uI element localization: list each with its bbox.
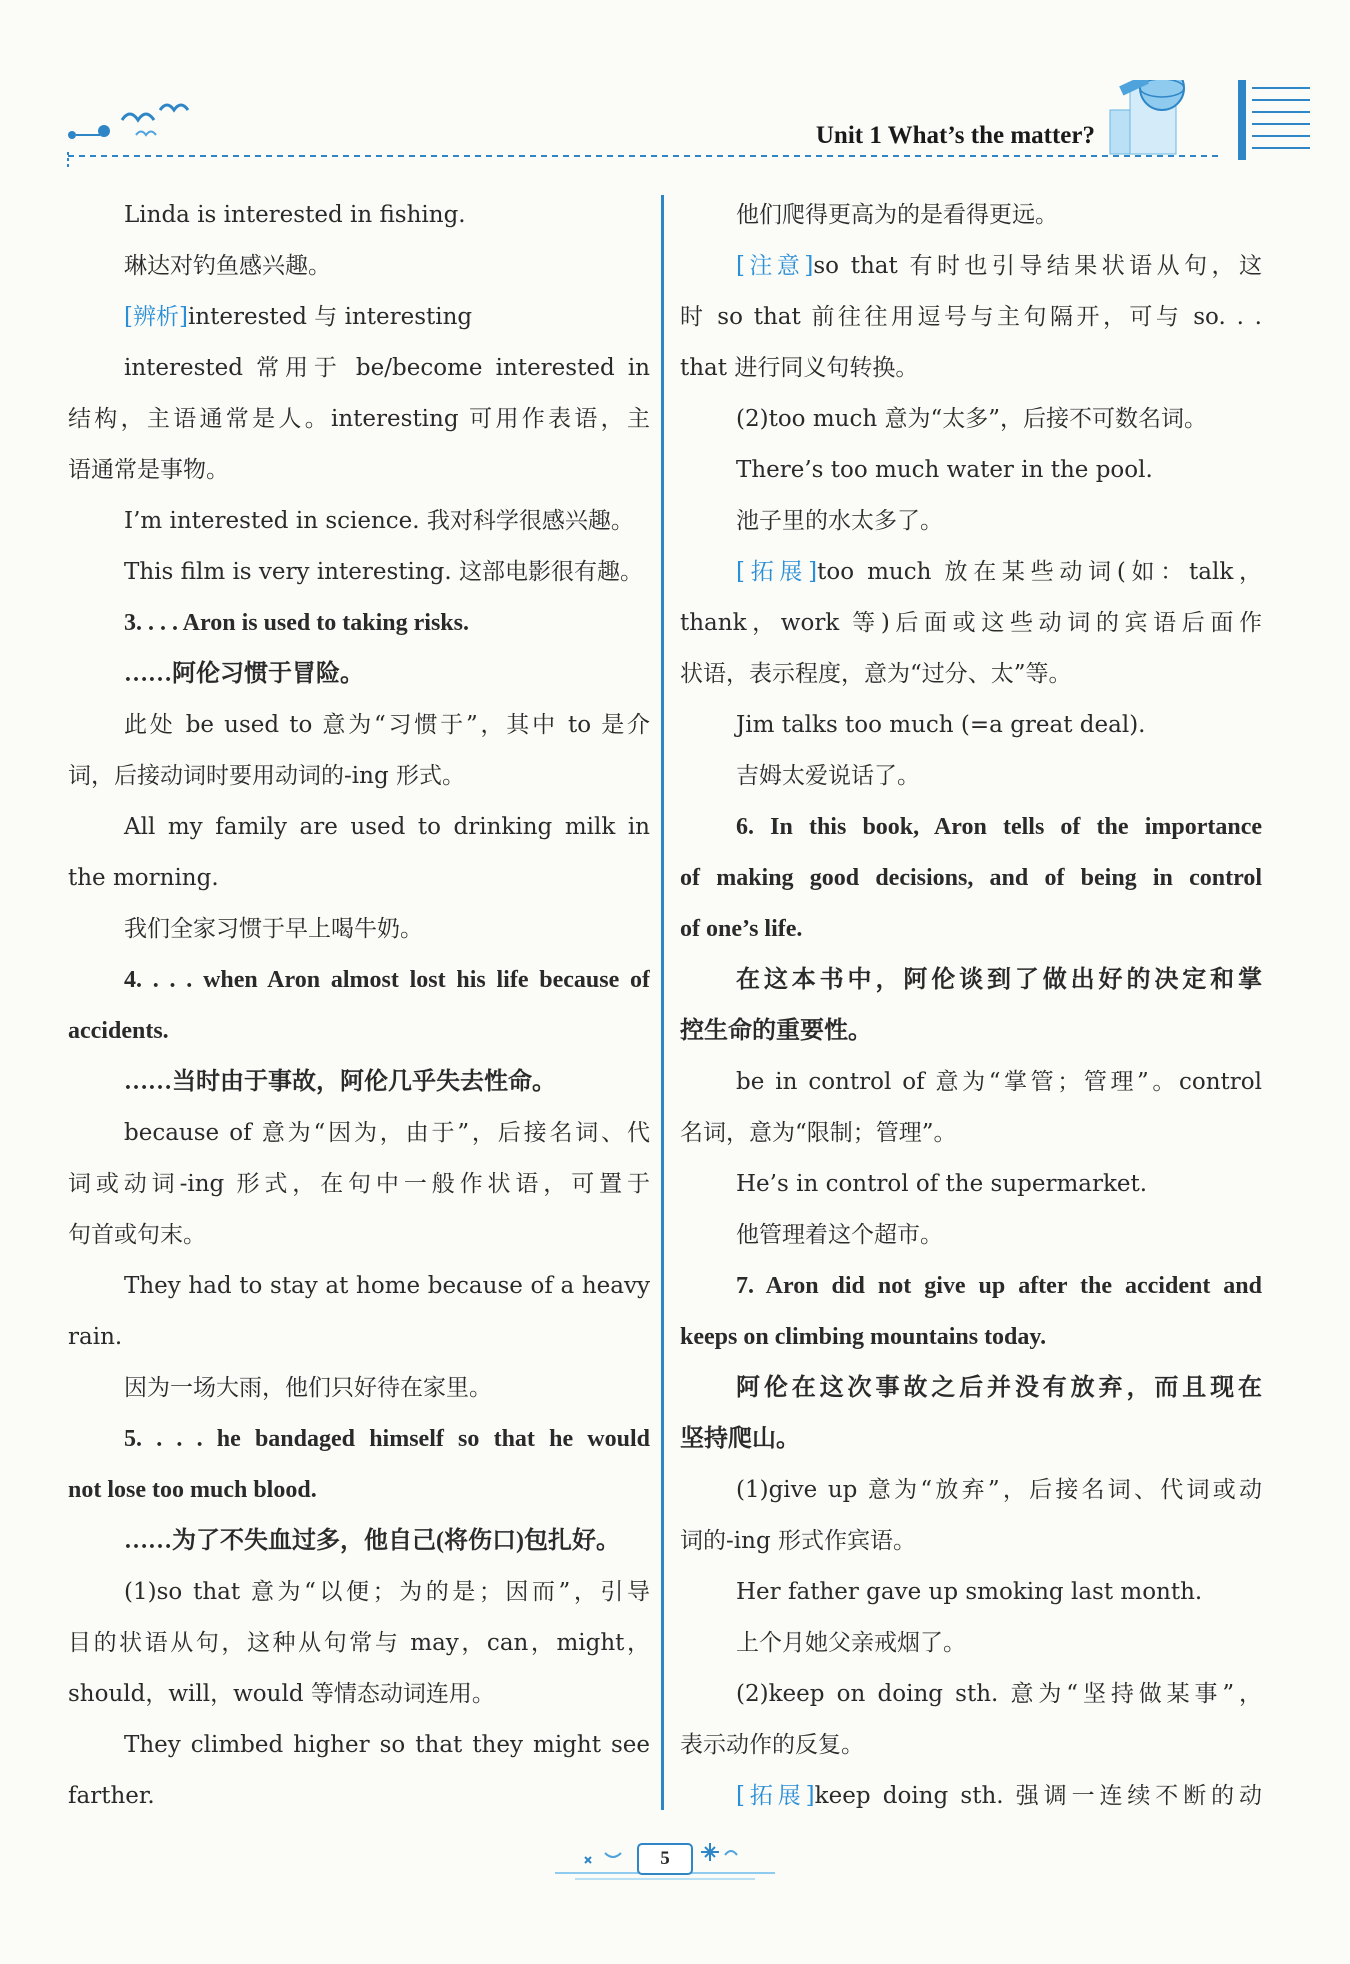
text-line [68,1006,650,1057]
line-text: Linda is interested in fishing. [124,202,466,228]
line-text: (2)keep on doing sth. 意为“坚持做某事”， [736,1681,1262,1707]
line-text: 3. . . . Aron is used to taking risks. [124,610,469,636]
text-line [680,955,1262,1006]
line-text: 5. . . . he bandaged himself so that he would [124,1426,650,1452]
text-line [680,1771,1262,1822]
text-line [68,1159,650,1210]
text-line [680,343,1262,394]
line-text: 语通常是事物。 [68,457,229,483]
page-footer [555,1835,775,1885]
line-text: ……为了不失血过多，他自己(将伤口)包扎好。 [124,1528,620,1554]
line-text: keep doing sth. 强调一连续不断的动 [814,1783,1262,1809]
line-text: interested 常用于 be/become interested in [124,355,650,381]
line-text: 词的-ing 形式作宾语。 [680,1528,916,1554]
text-line [68,751,650,802]
line-text: of one’s life. [680,916,803,942]
text-line [680,1720,1262,1771]
line-text: 上个月她父亲戒烟了。 [736,1630,966,1656]
line-text: 琳达对钓鱼感兴趣。 [124,253,331,279]
line-text: the morning. [68,865,219,891]
text-line [680,1312,1262,1363]
line-text: thank，work 等)后面或这些动词的宾语后面作 [680,610,1262,636]
text-line [680,1006,1262,1057]
text-line [68,700,650,751]
section-tag: [辨析] [124,304,188,330]
line-text: Jim talks too much (=a great deal). [736,712,1146,738]
line-text: 他们爬得更高为的是看得更远。 [736,202,1058,228]
text-line [680,1210,1262,1261]
page-header [60,80,1310,175]
line-text: 表示动作的反复。 [680,1732,864,1758]
text-line [680,802,1262,853]
line-text: because of 意为“因为，由于”，后接名词、代 [124,1120,650,1146]
text-line [680,649,1262,700]
section-tag: [拓展] [736,559,818,585]
text-line [68,292,650,343]
line-text: 因为一场大雨，他们只好待在家里。 [124,1375,492,1401]
line-text: 坚持爬山。 [680,1426,800,1452]
text-line [680,1465,1262,1516]
text-line [68,1210,650,1261]
line-text: that 进行同义句转换。 [680,355,919,381]
section-tag: [拓展] [736,1783,815,1809]
text-line [680,445,1262,496]
text-line [68,1363,650,1414]
line-text: 吉姆太爱说话了。 [736,763,920,789]
line-text: 结构，主语通常是人。interesting 可用作表语，主 [68,406,650,432]
text-line [68,598,650,649]
text-line [68,445,650,496]
line-text: They climbed higher so that they might see [124,1732,650,1758]
line-text: 阿伦在这次事故之后并没有放弃，而且现在 [736,1375,1262,1401]
right-column [680,190,1262,1822]
line-text: rain. [68,1324,123,1350]
text-line [680,598,1262,649]
text-line [680,496,1262,547]
line-text: should，will，would 等情态动词连用。 [68,1681,495,1707]
text-line [68,853,650,904]
left-column [68,190,650,1822]
text-line [68,1108,650,1159]
text-line [68,1567,650,1618]
line-text: This film is very interesting. 这部电影很有趣。 [124,559,644,585]
line-text: (1)give up 意为“放弃”，后接名词、代词或动 [736,1477,1262,1503]
line-text: accidents. [68,1018,169,1044]
text-line [680,1414,1262,1465]
text-line [68,1618,650,1669]
text-line [68,1771,650,1822]
text-line [680,1516,1262,1567]
text-line [680,1108,1262,1159]
line-text: 词或动词-ing 形式，在句中一般作状语，可置于 [68,1171,650,1197]
text-line [68,394,650,445]
text-line [68,1312,650,1363]
text-line [680,547,1262,598]
line-text: 时 so that 前往往用逗号与主句隔开，可与 so. . . [680,304,1262,330]
line-text: He’s in control of the supermarket. [736,1171,1148,1197]
line-text: 目的状语从句，这种从句常与 may，can，might， [68,1630,650,1656]
line-text: 池子里的水太多了。 [736,508,943,534]
header-decoration [60,80,1310,175]
line-text: Her father gave up smoking last month. [736,1579,1203,1605]
page-number: 5 [637,1843,693,1875]
line-text: All my family are used to drinking milk in [124,814,650,840]
text-line [680,1363,1262,1414]
text-line [680,394,1262,445]
text-line [68,1720,650,1771]
line-text: They had to stay at home because of a heavy [124,1273,650,1299]
line-text: too much 放在某些动词(如：talk， [817,559,1262,585]
text-line [680,853,1262,904]
text-line [68,649,650,700]
text-line [68,955,650,1006]
line-text: ……阿伦习惯于冒险。 [124,661,364,687]
line-text: of making good decisions, and of being in control [680,865,1262,891]
text-line [680,1669,1262,1720]
line-text: 名词，意为“限制；管理”。 [680,1120,957,1146]
line-text: 词，后接动词时要用动词的-ing 形式。 [68,763,465,789]
text-line [68,904,650,955]
line-text: ……当时由于事故，阿伦几乎失去性命。 [124,1069,556,1095]
text-line [680,292,1262,343]
text-line [680,700,1262,751]
text-line [68,496,650,547]
text-line [68,1261,650,1312]
line-text: be in control of 意为“掌管；管理”。control [736,1069,1262,1095]
text-line [680,904,1262,955]
line-text: keeps on climbing mountains today. [680,1324,1047,1350]
text-line [68,1669,650,1720]
line-text: interested 与 interesting [187,304,473,330]
text-line [680,1057,1262,1108]
line-text: not lose too much blood. [68,1477,317,1503]
text-line [680,751,1262,802]
line-text: 句首或句末。 [68,1222,206,1248]
text-line [680,1261,1262,1312]
line-text: 7. Aron did not give up after the accident and [736,1273,1262,1299]
line-text: 4. . . . when Aron almost lost his life because of [124,967,650,993]
text-line [68,1465,650,1516]
text-line [68,547,650,598]
line-text: 我们全家习惯于早上喝牛奶。 [124,916,423,942]
line-text: (2)too much 意为“太多”，后接不可数名词。 [736,406,1207,432]
text-line [68,343,650,394]
line-text: (1)so that 意为“以便；为的是；因而”，引导 [124,1579,650,1605]
text-line [680,1618,1262,1669]
text-line [68,190,650,241]
text-line [68,1057,650,1108]
line-text: farther. [68,1783,155,1809]
text-line [68,1414,650,1465]
text-line [680,241,1262,292]
text-line [680,190,1262,241]
text-line [68,1516,650,1567]
column-divider [661,195,664,1810]
line-text: 6. In this book, Aron tells of the importance [736,814,1262,840]
unit-title: Unit 1 What’s the matter? [815,122,1095,149]
line-text: 此处 be used to 意为“习惯于”，其中 to 是介 [124,712,650,738]
text-line [680,1567,1262,1618]
text-line [68,241,650,292]
line-text: I’m interested in science. 我对科学很感兴趣。 [124,508,634,534]
line-text: 他管理着这个超市。 [736,1222,943,1248]
text-line [68,802,650,853]
line-text: 控生命的重要性。 [680,1018,872,1044]
text-line [680,1159,1262,1210]
line-text: so that 有时也引导结果状语从句，这 [813,253,1262,279]
section-tag: [注意] [736,253,814,279]
line-text: 在这本书中，阿伦谈到了做出好的决定和掌 [736,967,1262,993]
line-text: 状语，表示程度，意为“过分、太”等。 [680,661,1072,687]
line-text: There’s too much water in the pool. [736,457,1153,483]
